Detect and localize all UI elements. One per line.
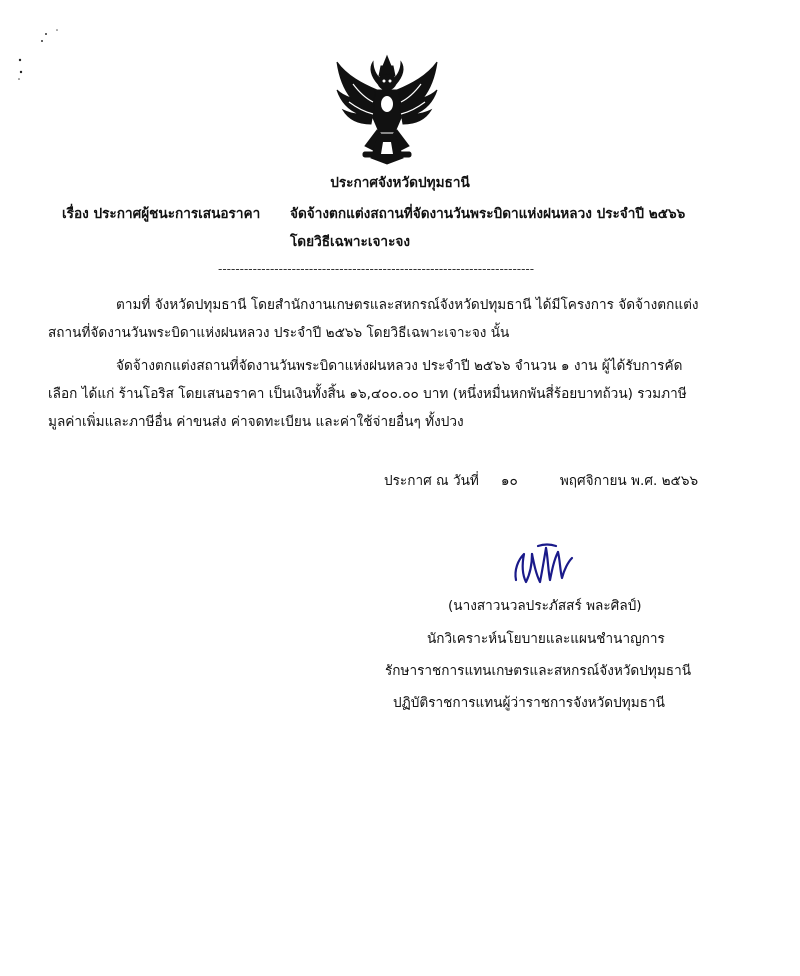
paragraph-1-line-2: สถานที่จัดงานวันพระบิดาแห่งฝนหลวง ประจำปี ๒๕๖๖ โดยวิธีเฉพาะเจาะจง นั้น	[48, 325, 510, 341]
announcement-day: ๑๐	[500, 473, 518, 489]
subject-line-1: จัดจ้างตกแต่งสถานที่จัดงานวันพระบิดาแห่งฝนหลวง ประจำปี ๒๕๖๖	[290, 206, 686, 222]
subject-line-2: โดยวิธีเฉพาะเจาะจง	[290, 234, 410, 250]
subject-label: เรื่อง ประกาศผู้ชนะการเสนอราคา	[62, 206, 261, 222]
paragraph-2-line-2: เลือก ได้แก่ ร้านโอริส โดยเสนอราคา เป็นเงินทั้งสิ้น ๑๖,๔๐๐.๐๐ บาท (หนึ่งหมื่นหกพันสี่ร้อยบาทถ้วน) รวมภาษี	[48, 386, 687, 402]
garuda-emblem-icon	[333, 54, 441, 166]
paragraph-2-line-3: มูลค่าเพิ่มและภาษีอื่น ค่าขนส่ง ค่าจดทะเบียน และค่าใช้จ่ายอื่นๆ ทั้งปวง	[48, 414, 464, 430]
announcement-month-year: พฤศจิกายน พ.ศ. ๒๕๖๖	[559, 473, 699, 489]
signatory-position-1: นักวิเคราะห์นโยบายและแผนชำนาญการ	[427, 631, 665, 647]
announcement-date	[384, 472, 698, 490]
divider-line: -------------------------------------------------------------------------	[218, 262, 535, 276]
signature-icon	[508, 540, 576, 588]
signatory-name: (นางสาวนวลประภัสสร์ พละศิลป์)	[448, 598, 642, 614]
signatory-position-3: ปฏิบัติราชการแทนผู้ว่าราชการจังหวัดปทุมธานี	[393, 695, 665, 711]
document-title: ประกาศจังหวัดปทุมธานี	[330, 175, 470, 191]
signatory-position-2: รักษาราชการแทนเกษตรและสหกรณ์จังหวัดปทุมธานี	[385, 663, 692, 679]
scan-specks	[0, 0, 80, 90]
announcement-label: ประกาศ ณ วันที่	[384, 473, 479, 489]
paragraph-2-line-1: จัดจ้างตกแต่งสถานที่จัดงานวันพระบิดาแห่งฝนหลวง ประจำปี ๒๕๖๖ จำนวน ๑ งาน ผู้ได้รับการคัด	[116, 358, 683, 374]
paragraph-1-line-1: ตามที่ จังหวัดปทุมธานี โดยสำนักงานเกษตรและสหกรณ์จังหวัดปทุมธานี ได้มีโครงการ จัดจ้างตกแต่ง	[116, 297, 699, 313]
